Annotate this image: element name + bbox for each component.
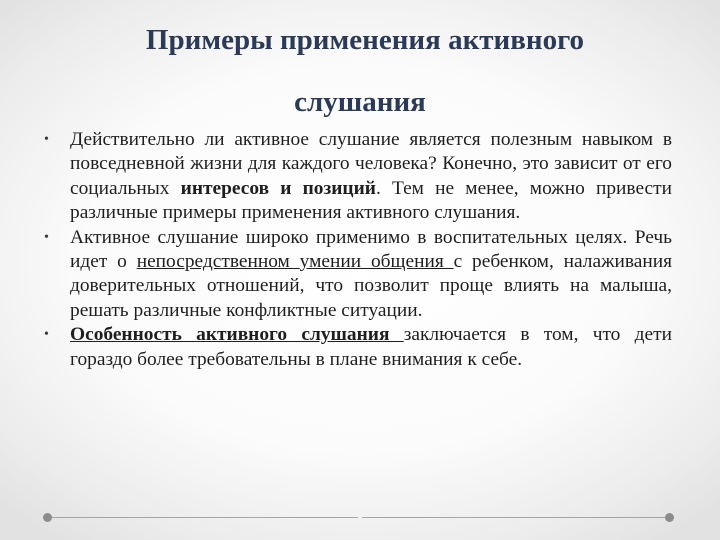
footer-dot-left-icon xyxy=(43,513,52,522)
slide-title-line-2: слушания xyxy=(294,86,426,118)
item-2-underlined-1: непосредственном xyxy=(136,251,300,273)
item-1-text-end: . Тем не менее, можно привести различные примеры применения активного слушания. xyxy=(70,177,672,224)
item-3-text-end: заключается в том, что дети гораздо более требовательны в плане внимания к себе. xyxy=(70,324,672,370)
item-3-underlined-2: активного xyxy=(196,324,302,346)
item-2-text: Активное слушание широко применимо в воспитательных целях. Речь идет о xyxy=(70,226,672,273)
item-2-underlined-3: общения xyxy=(370,251,454,273)
list-item xyxy=(44,226,672,324)
footer-divider-right xyxy=(362,517,669,518)
bullet-icon: • xyxy=(44,132,49,147)
bullet-icon: • xyxy=(44,327,49,343)
bullet-list xyxy=(44,128,672,372)
item-1-bold-text: интересов и позиций xyxy=(180,177,376,199)
footer-dot-right-icon xyxy=(665,513,674,522)
item-2-underlined-2: умении xyxy=(299,251,371,273)
list-item xyxy=(44,128,672,226)
item-3-underlined-3: слушания xyxy=(301,324,404,346)
item-2-text-end: с ребенком, налаживания доверительных отношений, что позволит проще влиять на малыша, решать различные конфликтные ситуации. xyxy=(70,251,673,321)
footer-divider-left xyxy=(48,517,358,518)
slide-title-line-1: Примеры применения активного xyxy=(145,24,585,56)
bullet-icon: • xyxy=(44,229,49,245)
list-item xyxy=(44,323,672,372)
item-3-underlined-1: Особенность xyxy=(70,324,197,346)
item-1-text: Действительно ли активное слушание является полезным навыком в повседневной жизни для каждого человека? Конечно, это зависит от его социальных xyxy=(70,129,672,199)
